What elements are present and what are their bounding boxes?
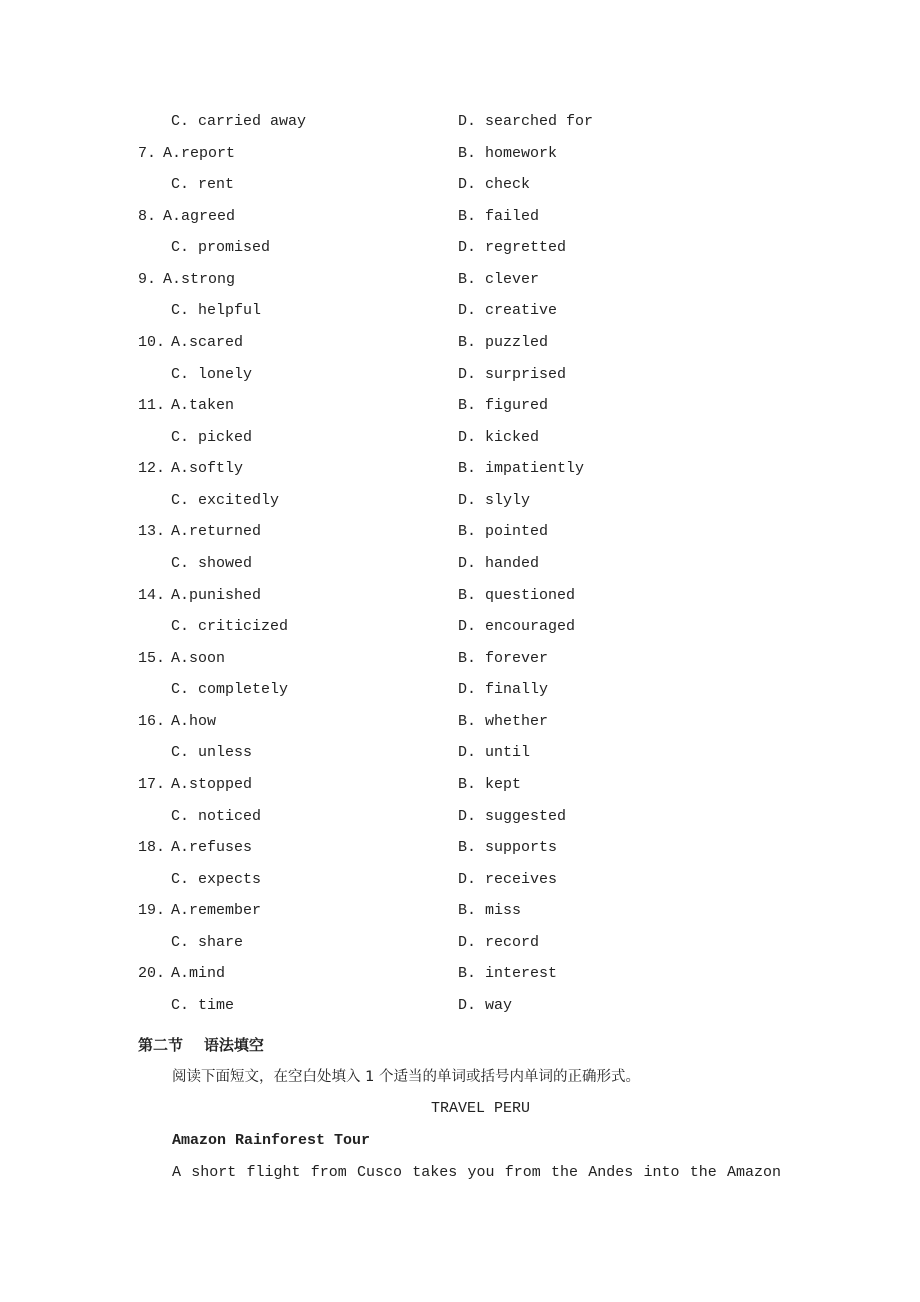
option-c: C. picked xyxy=(171,429,253,446)
option-d: D. regretted xyxy=(458,239,567,256)
option-a: A.strong xyxy=(163,271,236,288)
option-b: B. kept xyxy=(458,776,522,793)
section-heading xyxy=(138,1036,264,1054)
option-b: B. forever xyxy=(458,650,549,667)
option-d: D. creative xyxy=(458,302,558,319)
option-c: C. noticed xyxy=(171,808,262,825)
option-d: D. check xyxy=(458,176,531,193)
question-number: 10. xyxy=(138,334,166,351)
question-number: 8. xyxy=(138,208,157,225)
option-d: D. way xyxy=(458,997,513,1014)
option-c: C. carried away xyxy=(171,113,307,130)
question-number: 7. xyxy=(138,145,157,162)
option-d: D. searched for xyxy=(458,113,594,130)
option-a: A.mind xyxy=(171,965,226,982)
option-b: B. whether xyxy=(458,713,549,730)
option-c: C. rent xyxy=(171,176,235,193)
option-c: C. completely xyxy=(171,681,289,698)
option-a: A.report xyxy=(163,145,236,162)
option-c: C. criticized xyxy=(171,618,289,635)
option-c: C. promised xyxy=(171,239,271,256)
option-c: C. lonely xyxy=(171,366,253,383)
passage-title: TRAVEL PERU xyxy=(431,1100,531,1117)
option-c: C. excitedly xyxy=(171,492,280,509)
option-a: A.stopped xyxy=(171,776,253,793)
passage-line: A short flight from Cusco takes you from the Andes into the Amazon xyxy=(172,1164,781,1181)
question-number: 13. xyxy=(138,523,166,540)
option-b: B. puzzled xyxy=(458,334,549,351)
option-d: D. record xyxy=(458,934,540,951)
option-b: B. interest xyxy=(458,965,558,982)
option-c: C. share xyxy=(171,934,244,951)
option-d: D. until xyxy=(458,744,531,761)
option-a: A.remember xyxy=(171,902,262,919)
option-b: B. questioned xyxy=(458,587,576,604)
option-d: D. kicked xyxy=(458,429,540,446)
option-d: D. receives xyxy=(458,871,558,888)
option-a: A.scared xyxy=(171,334,244,351)
option-c: C. time xyxy=(171,997,235,1014)
option-c: C. expects xyxy=(171,871,262,888)
option-a: A.punished xyxy=(171,587,262,604)
section-title: 语法填空 xyxy=(203,1036,264,1054)
option-a: A.returned xyxy=(171,523,262,540)
option-b: B. failed xyxy=(458,208,540,225)
instruction: 阅读下面短文，在空白处填入 1 个适当的单词或括号内单词的正确形式。 xyxy=(172,1069,640,1085)
option-d: D. finally xyxy=(458,681,549,698)
option-a: A.how xyxy=(171,713,217,730)
question-number: 9. xyxy=(138,271,157,288)
option-a: A.agreed xyxy=(163,208,236,225)
option-a: A.refuses xyxy=(171,839,253,856)
question-number: 12. xyxy=(138,460,166,477)
option-c: C. unless xyxy=(171,744,253,761)
option-b: B. clever xyxy=(458,271,540,288)
question-number: 19. xyxy=(138,902,166,919)
option-b: B. figured xyxy=(458,397,549,414)
option-b: B. pointed xyxy=(458,523,549,540)
question-number: 14. xyxy=(138,587,166,604)
option-c: C. helpful xyxy=(171,302,262,319)
question-number: 20. xyxy=(138,965,166,982)
option-d: D. surprised xyxy=(458,366,567,383)
question-number: 15. xyxy=(138,650,166,667)
subheading: Amazon Rainforest Tour xyxy=(172,1132,371,1149)
option-a: A.softly xyxy=(171,460,244,477)
option-b: B. miss xyxy=(458,902,522,919)
question-number: 16. xyxy=(138,713,166,730)
option-d: D. slyly xyxy=(458,492,531,509)
question-number: 17. xyxy=(138,776,166,793)
option-b: B. homework xyxy=(458,145,558,162)
question-number: 18. xyxy=(138,839,166,856)
option-b: B. supports xyxy=(458,839,558,856)
option-a: A.soon xyxy=(171,650,226,667)
option-a: A.taken xyxy=(171,397,235,414)
option-d: D. encouraged xyxy=(458,618,576,635)
option-d: D. suggested xyxy=(458,808,567,825)
option-c: C. showed xyxy=(171,555,253,572)
option-b: B. impatiently xyxy=(458,460,585,477)
question-number: 11. xyxy=(138,397,166,414)
section-number: 第二节 xyxy=(138,1036,184,1054)
option-d: D. handed xyxy=(458,555,540,572)
